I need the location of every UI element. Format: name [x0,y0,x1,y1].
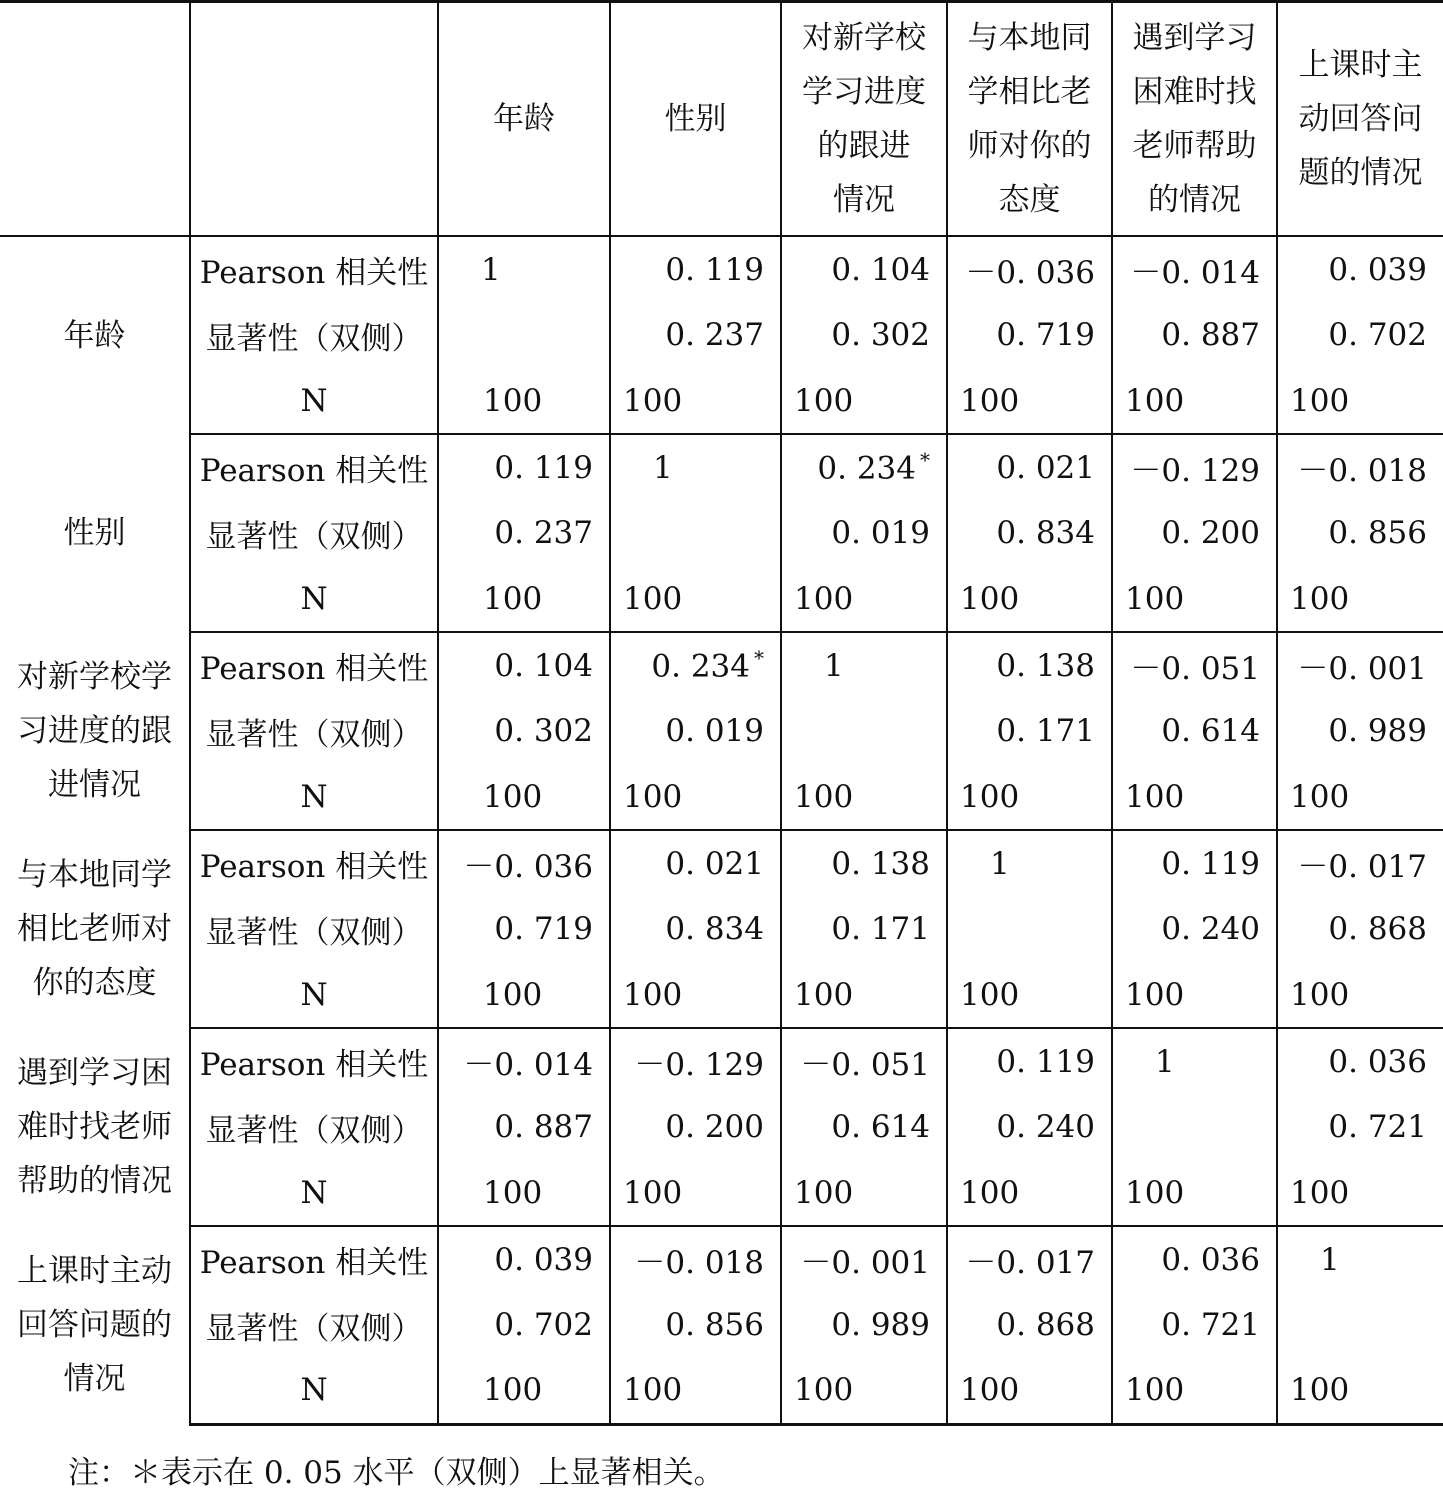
n-value: 100 [623,382,683,419]
n-cell [1112,962,1277,1028]
sig-value: 0. 868 [996,1307,1095,1343]
pearson-cell [610,632,781,698]
sig-cell [438,302,610,368]
sig-value: 0. 856 [665,1307,764,1343]
table-row [0,764,1443,830]
table-row [0,830,1443,896]
pearson-value: －0. 018 [1297,453,1427,489]
sig-cell [610,302,781,368]
row-group-label [0,236,190,434]
sig-cell [438,1094,610,1160]
n-value: 100 [960,778,1020,815]
column-header-line: 困难时找 [1132,74,1257,110]
row-group-label-line: 遇到学习困 [17,1055,172,1091]
table-row [0,1292,1443,1358]
stat-label: N [190,764,438,830]
sig-cell [610,896,781,962]
row-group-label-line: 回答问题的 [17,1307,172,1343]
n-value: 100 [623,1174,683,1211]
sig-value: 0. 719 [494,911,593,947]
pearson-cell [947,434,1112,500]
column-header-line: 学相比老 [967,74,1092,110]
header-row [0,2,1443,237]
row-group-label-line: 对新学校学 [17,659,172,695]
header-blank-2 [190,2,438,237]
table-row [0,500,1443,566]
pearson-value: 0. 119 [665,251,764,288]
pearson-value: 0. 138 [996,647,1095,684]
table-row [0,1358,1443,1424]
pearson-value: 0. 021 [996,449,1095,486]
table-row [0,896,1443,962]
sig-value: 0. 989 [831,1307,930,1343]
n-cell [438,764,610,830]
sig-cell [1112,302,1277,368]
sig-value: 0. 702 [1328,317,1427,353]
pearson-cell [438,632,610,698]
pearson-cell [781,1028,947,1094]
sig-value: 0. 989 [1328,713,1427,749]
pearson-value: －0. 014 [1130,255,1260,291]
stat-label: Pearson 相关性 [190,1226,438,1292]
stat-label: N [190,1160,438,1226]
n-cell [1277,962,1443,1028]
row-group-label [0,1028,190,1226]
column-header-line: 性别 [664,101,727,137]
stat-label: N [190,368,438,434]
n-value: 100 [623,778,683,815]
n-value: 100 [794,1174,854,1211]
pearson-value: －0. 017 [965,1245,1095,1281]
pearson-value: 0. 036 [1328,1043,1427,1080]
n-cell [781,1358,947,1424]
n-value: 100 [623,580,683,617]
sig-cell [781,698,947,764]
pearson-cell [1277,1226,1443,1292]
n-cell [438,1358,610,1424]
pearson-cell [1112,830,1277,896]
sig-cell [1277,500,1443,566]
n-cell [1277,566,1443,632]
sig-value: 0. 721 [1328,1109,1427,1145]
pearson-value: 0. 119 [1161,845,1260,882]
pearson-cell [781,632,947,698]
column-header-line: 与本地同 [967,20,1092,56]
row-group-label [0,1226,190,1424]
column-header [1112,2,1277,237]
sig-value: 0. 240 [996,1109,1095,1145]
row-group-label-line: 难时找老师 [17,1109,172,1145]
sig-cell [610,698,781,764]
column-header-line: 学习进度 [802,74,926,110]
sig-value: 0. 237 [494,515,593,551]
pearson-value: －0. 129 [1130,453,1260,489]
sig-cell [781,1292,947,1358]
pearson-value: 0. 039 [494,1241,593,1278]
n-value: 100 [1290,1372,1350,1409]
column-header [781,2,947,237]
n-value: 100 [960,976,1020,1013]
pearson-cell [781,236,947,302]
row-group-label-line: 进情况 [48,767,141,803]
sig-cell [438,1292,610,1358]
sig-value: 0. 719 [996,317,1095,353]
row-group-label-line: 与本地同学 [17,857,172,893]
pearson-value: 1 [990,845,1010,882]
pearson-value: 1 [481,251,501,288]
pearson-cell [438,434,610,500]
sig-value: 0. 200 [665,1109,764,1145]
sig-cell [781,302,947,368]
n-cell [438,1160,610,1226]
column-header-line: 对新学校 [802,20,926,56]
pearson-cell [438,830,610,896]
n-cell [947,962,1112,1028]
n-value: 100 [623,1372,683,1409]
pearson-value: －0. 014 [463,1047,593,1083]
pearson-cell [438,1226,610,1292]
n-cell [438,566,610,632]
row-group-label [0,434,190,632]
pearson-cell [947,632,1112,698]
column-header [947,2,1112,237]
pearson-value: －0. 036 [463,849,593,885]
sig-value: 0. 019 [665,713,764,749]
n-value: 100 [1290,778,1350,815]
pearson-value: 1 [653,449,673,486]
significance-asterisk: * [754,646,764,671]
n-value: 100 [483,976,543,1013]
n-cell [1112,1160,1277,1226]
pearson-value: 0. 104 [831,251,930,288]
pearson-cell [1277,830,1443,896]
column-header-line: 动回答问 [1298,101,1423,137]
pearson-value: 1 [1155,1043,1175,1080]
n-cell [947,566,1112,632]
row-group-label-line: 上课时主动 [17,1253,172,1289]
n-value: 100 [1290,382,1350,419]
n-value: 100 [483,580,543,617]
table-row [0,1094,1443,1160]
pearson-cell [610,1028,781,1094]
stat-label: 显著性（双侧） [190,302,438,368]
pearson-cell [1112,1028,1277,1094]
n-value: 100 [1125,778,1185,815]
stat-label: 显著性（双侧） [190,1094,438,1160]
pearson-value: －0. 051 [800,1047,930,1083]
pearson-value: －0. 018 [634,1245,764,1281]
column-header-line: 情况 [833,182,895,218]
pearson-value: 1 [824,647,844,684]
n-value: 100 [1125,1372,1185,1409]
pearson-cell [947,1028,1112,1094]
pearson-cell [1277,1028,1443,1094]
n-cell [1112,1358,1277,1424]
sig-cell [1112,896,1277,962]
n-value: 100 [483,1372,543,1409]
table-row [0,302,1443,368]
row-group-label [0,830,190,1028]
sig-value: 0. 887 [494,1109,593,1145]
pearson-value: －0. 036 [965,255,1095,291]
n-value: 100 [960,1372,1020,1409]
n-value: 100 [794,976,854,1013]
stat-label: Pearson 相关性 [190,434,438,500]
sig-value: 0. 834 [665,911,764,947]
pearson-cell [1277,632,1443,698]
significance-asterisk: * [920,448,930,473]
table-row [0,632,1443,698]
row-group-label-line: 帮助的情况 [17,1163,172,1199]
column-header-line: 的跟进 [817,128,911,164]
row-group-label-line: 情况 [63,1361,126,1397]
n-value: 100 [483,382,543,419]
pearson-cell [947,236,1112,302]
n-value: 100 [483,778,543,815]
column-header-line: 态度 [998,182,1061,218]
pearson-value: 0. 036 [1161,1241,1260,1278]
n-cell [781,566,947,632]
pearson-value: －0. 017 [1297,849,1427,885]
row-group-label [0,632,190,830]
column-header [1277,2,1443,237]
stat-label: 显著性（双侧） [190,698,438,764]
sig-cell [1112,500,1277,566]
table-row [0,1028,1443,1094]
n-cell [781,1160,947,1226]
n-value: 100 [1125,382,1185,419]
pearson-cell [438,236,610,302]
sig-value: 0. 614 [1161,713,1260,749]
stat-label: N [190,1358,438,1424]
row-group-label-line: 习进度的跟 [17,713,172,749]
sig-cell [438,896,610,962]
n-cell [610,962,781,1028]
pearson-cell [781,1226,947,1292]
n-value: 100 [960,382,1020,419]
n-cell [947,368,1112,434]
n-cell [610,566,781,632]
table-footnote: 注：＊表示在 0. 05 水平（双侧）上显著相关。 [68,1455,725,1491]
pearson-value: 0. 119 [494,449,593,486]
row-group-label-line: 性别 [63,515,126,551]
row-group-label-line: 你的态度 [32,965,157,1001]
pearson-value: －0. 001 [1297,651,1427,687]
pearson-cell [610,1226,781,1292]
n-cell [1112,764,1277,830]
column-header [438,2,610,237]
n-cell [1112,368,1277,434]
stat-label: N [190,566,438,632]
n-value: 100 [1290,580,1350,617]
sig-value: 0. 834 [996,515,1095,551]
n-cell [1112,566,1277,632]
sig-cell [1112,1094,1277,1160]
n-cell [781,764,947,830]
column-header-line: 师对你的 [967,128,1092,164]
n-value: 100 [960,580,1020,617]
sig-cell [610,1094,781,1160]
n-value: 100 [960,1174,1020,1211]
n-cell [438,368,610,434]
n-cell [781,368,947,434]
table-row [0,1226,1443,1292]
n-value: 100 [1125,1174,1185,1211]
column-header-line: 遇到学习 [1132,20,1257,56]
stat-label: Pearson 相关性 [190,830,438,896]
sig-value: 0. 302 [494,713,593,749]
n-cell [947,1160,1112,1226]
sig-value: 0. 240 [1161,911,1260,947]
n-cell [610,764,781,830]
row-group-label-line: 年龄 [63,317,126,354]
n-cell [610,1358,781,1424]
table-row [0,434,1443,500]
sig-value: 0. 887 [1161,317,1260,353]
pearson-cell [947,1226,1112,1292]
sig-cell [781,500,947,566]
sig-cell [438,698,610,764]
sig-cell [947,698,1112,764]
pearson-cell [610,830,781,896]
column-header [610,2,781,237]
n-cell [947,764,1112,830]
n-value: 100 [1125,580,1185,617]
sig-cell [1277,896,1443,962]
sig-value: 0. 868 [1328,911,1427,947]
sig-cell [947,896,1112,962]
pearson-value: 0. 119 [996,1043,1095,1080]
pearson-cell [610,236,781,302]
sig-value: 0. 019 [831,515,930,551]
pearson-value: 0. 021 [665,845,764,882]
n-cell [947,1358,1112,1424]
sig-value: 0. 721 [1161,1307,1260,1343]
pearson-value: 0. 234 [817,450,916,487]
table-row [0,368,1443,434]
pearson-cell [1277,236,1443,302]
table-row [0,698,1443,764]
sig-cell [1112,698,1277,764]
pearson-value: 0. 039 [1328,251,1427,288]
table-row [0,566,1443,632]
sig-cell [610,1292,781,1358]
sig-cell [947,500,1112,566]
pearson-value: －0. 001 [800,1245,930,1281]
stat-label: 显著性（双侧） [190,1292,438,1358]
pearson-cell [1112,1226,1277,1292]
pearson-value: 0. 234 [651,648,750,685]
pearson-cell [947,830,1112,896]
sig-cell [1277,302,1443,368]
pearson-value: －0. 129 [634,1047,764,1083]
n-cell [1277,1160,1443,1226]
header-blank-1 [0,2,190,237]
n-cell [610,1160,781,1226]
sig-value: 0. 702 [494,1307,593,1343]
pearson-value: 1 [1320,1241,1340,1278]
table-row [0,962,1443,1028]
stat-label: Pearson 相关性 [190,632,438,698]
pearson-cell [1112,434,1277,500]
table-row [0,1160,1443,1226]
pearson-cell [781,434,947,500]
sig-cell [610,500,781,566]
n-cell [1277,1358,1443,1424]
n-value: 100 [1290,976,1350,1013]
n-cell [1277,764,1443,830]
n-cell [781,962,947,1028]
n-value: 100 [794,1372,854,1409]
n-value: 100 [623,976,683,1013]
n-value: 100 [1290,1174,1350,1211]
sig-value: 0. 171 [996,713,1095,749]
n-cell [610,368,781,434]
n-value: 100 [794,778,854,815]
n-value: 100 [794,382,854,419]
column-header-line: 的情况 [1148,182,1241,218]
pearson-cell [1112,236,1277,302]
pearson-cell [438,1028,610,1094]
n-cell [438,962,610,1028]
pearson-cell [1277,434,1443,500]
stat-label: Pearson 相关性 [190,1028,438,1094]
sig-cell [1277,1094,1443,1160]
sig-cell [438,500,610,566]
pearson-cell [1112,632,1277,698]
sig-cell [947,302,1112,368]
column-header-line: 老师帮助 [1132,128,1257,164]
pearson-value: －0. 051 [1130,651,1260,687]
column-header-line: 年龄 [493,101,555,137]
sig-cell [1277,698,1443,764]
stat-label: Pearson 相关性 [190,236,438,302]
sig-value: 0. 614 [831,1109,930,1145]
n-value: 100 [794,580,854,617]
stat-label: 显著性（双侧） [190,896,438,962]
pearson-cell [610,434,781,500]
n-value: 100 [1125,976,1185,1013]
pearson-value: 0. 138 [831,845,930,882]
sig-value: 0. 237 [665,317,764,353]
sig-value: 0. 302 [831,317,930,353]
sig-cell [947,1292,1112,1358]
n-value: 100 [483,1174,543,1211]
sig-cell [1277,1292,1443,1358]
column-header-line: 题的情况 [1298,155,1423,191]
column-header-line: 上课时主 [1298,47,1423,83]
sig-cell [781,1094,947,1160]
table-row [0,236,1443,302]
sig-value: 0. 171 [831,911,930,947]
stat-label: N [190,962,438,1028]
sig-value: 0. 200 [1161,515,1260,551]
row-group-label-line: 相比老师对 [17,911,172,947]
sig-cell [781,896,947,962]
sig-cell [1112,1292,1277,1358]
pearson-value: 0. 104 [494,647,593,684]
pearson-cell [781,830,947,896]
n-cell [1277,368,1443,434]
stat-label: 显著性（双侧） [190,500,438,566]
sig-value: 0. 856 [1328,515,1427,551]
sig-cell [947,1094,1112,1160]
